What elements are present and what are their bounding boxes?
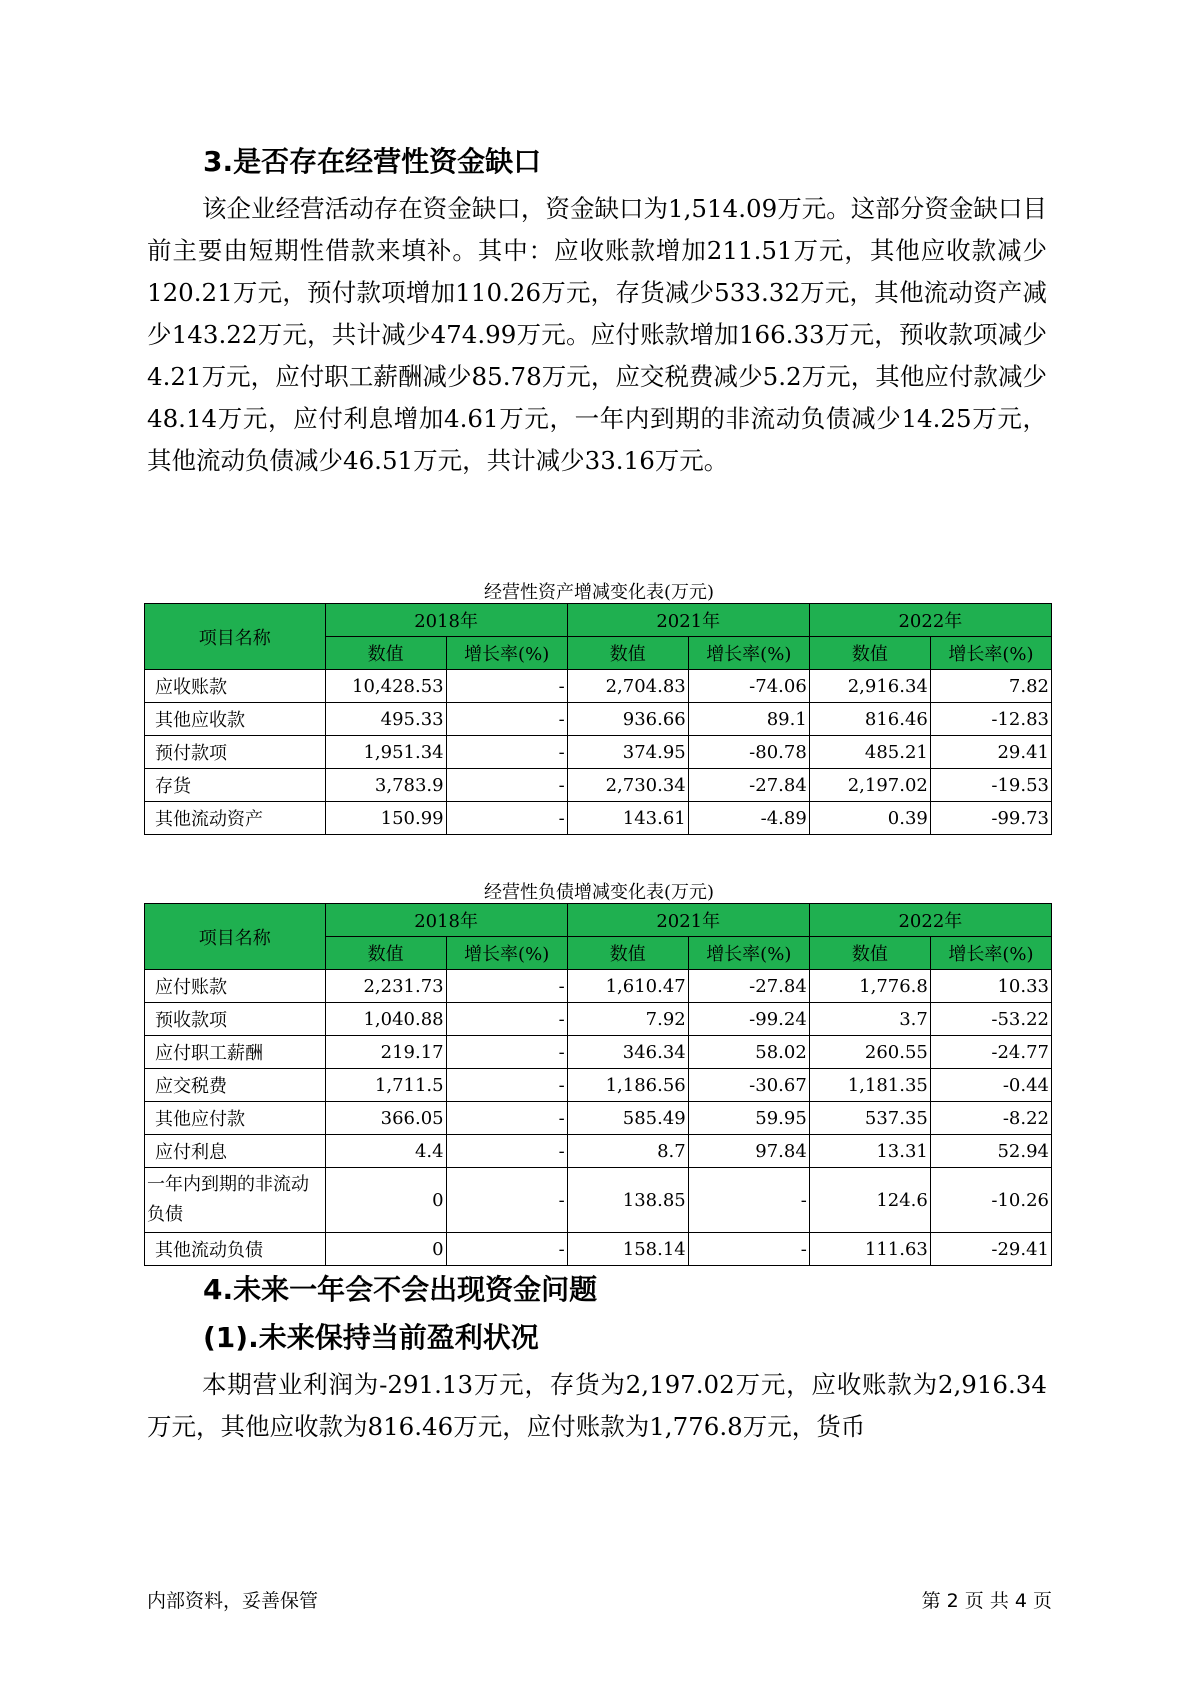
header-rate: 增长率(%) xyxy=(930,637,1051,670)
rate-cell: -19.53 xyxy=(930,769,1051,802)
rate-cell: - xyxy=(446,769,567,802)
header-year: 2021年 xyxy=(567,904,809,937)
header-value: 数值 xyxy=(809,937,930,970)
value-cell: 3,783.9 xyxy=(325,769,446,802)
value-cell: 2,916.34 xyxy=(809,670,930,703)
rate-cell: - xyxy=(446,1102,567,1135)
header-value: 数值 xyxy=(567,637,688,670)
header-year: 2022年 xyxy=(809,604,1051,637)
rate-cell: -24.77 xyxy=(930,1036,1051,1069)
value-cell: 485.21 xyxy=(809,736,930,769)
table-row xyxy=(145,703,1052,736)
rate-cell: -12.83 xyxy=(930,703,1051,736)
row-label: 其他应收款 xyxy=(145,703,326,736)
rate-cell: 10.33 xyxy=(930,970,1051,1003)
value-cell: 2,231.73 xyxy=(325,970,446,1003)
table-row xyxy=(145,1233,1052,1266)
value-cell: 2,197.02 xyxy=(809,769,930,802)
rate-cell: -27.84 xyxy=(688,970,809,1003)
header-year: 2018年 xyxy=(325,604,567,637)
rate-cell: - xyxy=(446,1233,567,1266)
value-cell: 537.35 xyxy=(809,1102,930,1135)
value-cell: 138.85 xyxy=(567,1168,688,1233)
header-rate: 增长率(%) xyxy=(446,637,567,670)
table-row xyxy=(145,1168,1052,1233)
header-value: 数值 xyxy=(809,637,930,670)
header-rate: 增长率(%) xyxy=(688,637,809,670)
value-cell: 585.49 xyxy=(567,1102,688,1135)
rate-cell: -99.73 xyxy=(930,802,1051,835)
header-year: 2022年 xyxy=(809,904,1051,937)
header-item-name: 项目名称 xyxy=(145,904,326,970)
rate-cell: - xyxy=(446,1168,567,1233)
header-value: 数值 xyxy=(325,637,446,670)
value-cell: 1,186.56 xyxy=(567,1069,688,1102)
value-cell: 366.05 xyxy=(325,1102,446,1135)
value-cell: 1,711.5 xyxy=(325,1069,446,1102)
value-cell: 374.95 xyxy=(567,736,688,769)
rate-cell: -74.06 xyxy=(688,670,809,703)
row-label: 一年内到期的非流动负债 xyxy=(145,1168,326,1233)
row-label: 预付款项 xyxy=(145,736,326,769)
rate-cell: 89.1 xyxy=(688,703,809,736)
table1-caption: 经营性资产增减变化表(万元) xyxy=(483,582,715,603)
header-year: 2021年 xyxy=(567,604,809,637)
value-cell: 150.99 xyxy=(325,802,446,835)
rate-cell: 97.84 xyxy=(688,1135,809,1168)
rate-cell: - xyxy=(446,1036,567,1069)
section-3-title: 3.是否存在经营性资金缺口 xyxy=(203,145,542,178)
rate-cell: -10.26 xyxy=(930,1168,1051,1233)
row-label: 应付职工薪酬 xyxy=(145,1036,326,1069)
header-rate: 增长率(%) xyxy=(688,937,809,970)
value-cell: 4.4 xyxy=(325,1135,446,1168)
rate-cell: - xyxy=(446,703,567,736)
rate-cell: -80.78 xyxy=(688,736,809,769)
value-cell: 158.14 xyxy=(567,1233,688,1266)
rate-cell: -0.44 xyxy=(930,1069,1051,1102)
rate-cell: - xyxy=(446,1003,567,1036)
header-value: 数值 xyxy=(567,937,688,970)
table-row xyxy=(145,1036,1052,1069)
rate-cell: 29.41 xyxy=(930,736,1051,769)
table-row xyxy=(145,769,1052,802)
row-label: 其他流动负债 xyxy=(145,1233,326,1266)
rate-cell: -29.41 xyxy=(930,1233,1051,1266)
value-cell: 346.34 xyxy=(567,1036,688,1069)
value-cell: 219.17 xyxy=(325,1036,446,1069)
value-cell: 3.7 xyxy=(809,1003,930,1036)
rate-cell: 7.82 xyxy=(930,670,1051,703)
rate-cell: 58.02 xyxy=(688,1036,809,1069)
section-3-paragraph: 该企业经营活动存在资金缺口，资金缺口为1,514.09万元。这部分资金缺口目前主要由短期性借款来填补。其中：应收账款增加211.51万元，其他应收款减少120.21万元，预付款项增加110.26万元，存货减少533.32万元，其他流动资产减少143.22万元，共计减少474.99万元。应付账款增加166.33万元，预收款项减少4.21万元，应付职工薪酬减少85.78万元，应交税费减少5.2万元，其他应付款减少48.14万元，应付利息增加4.61万元，一年内到期的非流动负债减少14.25万元，其他流动负债减少46.51万元，共计减少33.16万元。 xyxy=(147,194,1047,475)
rate-cell: - xyxy=(446,1069,567,1102)
table-row xyxy=(145,736,1052,769)
rate-cell: - xyxy=(446,970,567,1003)
row-label: 应交税费 xyxy=(145,1069,326,1102)
table-row xyxy=(145,1135,1052,1168)
header-item-name: 项目名称 xyxy=(145,604,326,670)
value-cell: 1,181.35 xyxy=(809,1069,930,1102)
section-4-subtitle: (1).未来保持当前盈利状况 xyxy=(203,1321,539,1354)
rate-cell: -27.84 xyxy=(688,769,809,802)
value-cell: 1,951.34 xyxy=(325,736,446,769)
row-label: 应付账款 xyxy=(145,970,326,1003)
rate-cell: -30.67 xyxy=(688,1069,809,1102)
value-cell: 124.6 xyxy=(809,1168,930,1233)
value-cell: 495.33 xyxy=(325,703,446,736)
section-4-title: 4.未来一年会不会出现资金问题 xyxy=(203,1273,598,1306)
table-row xyxy=(145,802,1052,835)
value-cell: 1,776.8 xyxy=(809,970,930,1003)
footer-confidential: 内部资料，妥善保管 xyxy=(147,1590,319,1612)
row-label: 存货 xyxy=(145,769,326,802)
rate-cell: -8.22 xyxy=(930,1102,1051,1135)
value-cell: 2,730.34 xyxy=(567,769,688,802)
value-cell: 816.46 xyxy=(809,703,930,736)
value-cell: 143.61 xyxy=(567,802,688,835)
value-cell: 936.66 xyxy=(567,703,688,736)
rate-cell: - xyxy=(688,1233,809,1266)
rate-cell: - xyxy=(688,1168,809,1233)
liabilities-table xyxy=(144,903,1052,1266)
header-rate: 增长率(%) xyxy=(446,937,567,970)
row-label: 应付利息 xyxy=(145,1135,326,1168)
rate-cell: - xyxy=(446,670,567,703)
header-rate: 增长率(%) xyxy=(930,937,1051,970)
row-label: 其他流动资产 xyxy=(145,802,326,835)
value-cell: 0 xyxy=(325,1233,446,1266)
rate-cell: - xyxy=(446,736,567,769)
row-label: 预收款项 xyxy=(145,1003,326,1036)
assets-table xyxy=(144,603,1052,835)
rate-cell: - xyxy=(446,1135,567,1168)
table2-caption: 经营性负债增减变化表(万元) xyxy=(483,882,715,903)
value-cell: 2,704.83 xyxy=(567,670,688,703)
row-label: 其他应付款 xyxy=(145,1102,326,1135)
value-cell: 1,040.88 xyxy=(325,1003,446,1036)
value-cell: 10,428.53 xyxy=(325,670,446,703)
value-cell: 8.7 xyxy=(567,1135,688,1168)
value-cell: 13.31 xyxy=(809,1135,930,1168)
table-row xyxy=(145,970,1052,1003)
value-cell: 111.63 xyxy=(809,1233,930,1266)
row-label: 应收账款 xyxy=(145,670,326,703)
table-row xyxy=(145,1003,1052,1036)
table-row xyxy=(145,670,1052,703)
value-cell: 0.39 xyxy=(809,802,930,835)
rate-cell: - xyxy=(446,802,567,835)
footer-page-number: 第 2 页 共 4 页 xyxy=(921,1590,1052,1612)
table-row xyxy=(145,1069,1052,1102)
value-cell: 1,610.47 xyxy=(567,970,688,1003)
value-cell: 0 xyxy=(325,1168,446,1233)
header-year: 2018年 xyxy=(325,904,567,937)
rate-cell: -53.22 xyxy=(930,1003,1051,1036)
rate-cell: 59.95 xyxy=(688,1102,809,1135)
rate-cell: -4.89 xyxy=(688,802,809,835)
rate-cell: 52.94 xyxy=(930,1135,1051,1168)
rate-cell: -99.24 xyxy=(688,1003,809,1036)
table-row xyxy=(145,1102,1052,1135)
value-cell: 7.92 xyxy=(567,1003,688,1036)
section-4-paragraph: 本期营业利润为-291.13万元，存货为2,197.02万元，应收账款为2,916.34万元，其他应收款为816.46万元，应付账款为1,776.8万元，货币 xyxy=(147,1370,1047,1441)
value-cell: 260.55 xyxy=(809,1036,930,1069)
header-value: 数值 xyxy=(325,937,446,970)
